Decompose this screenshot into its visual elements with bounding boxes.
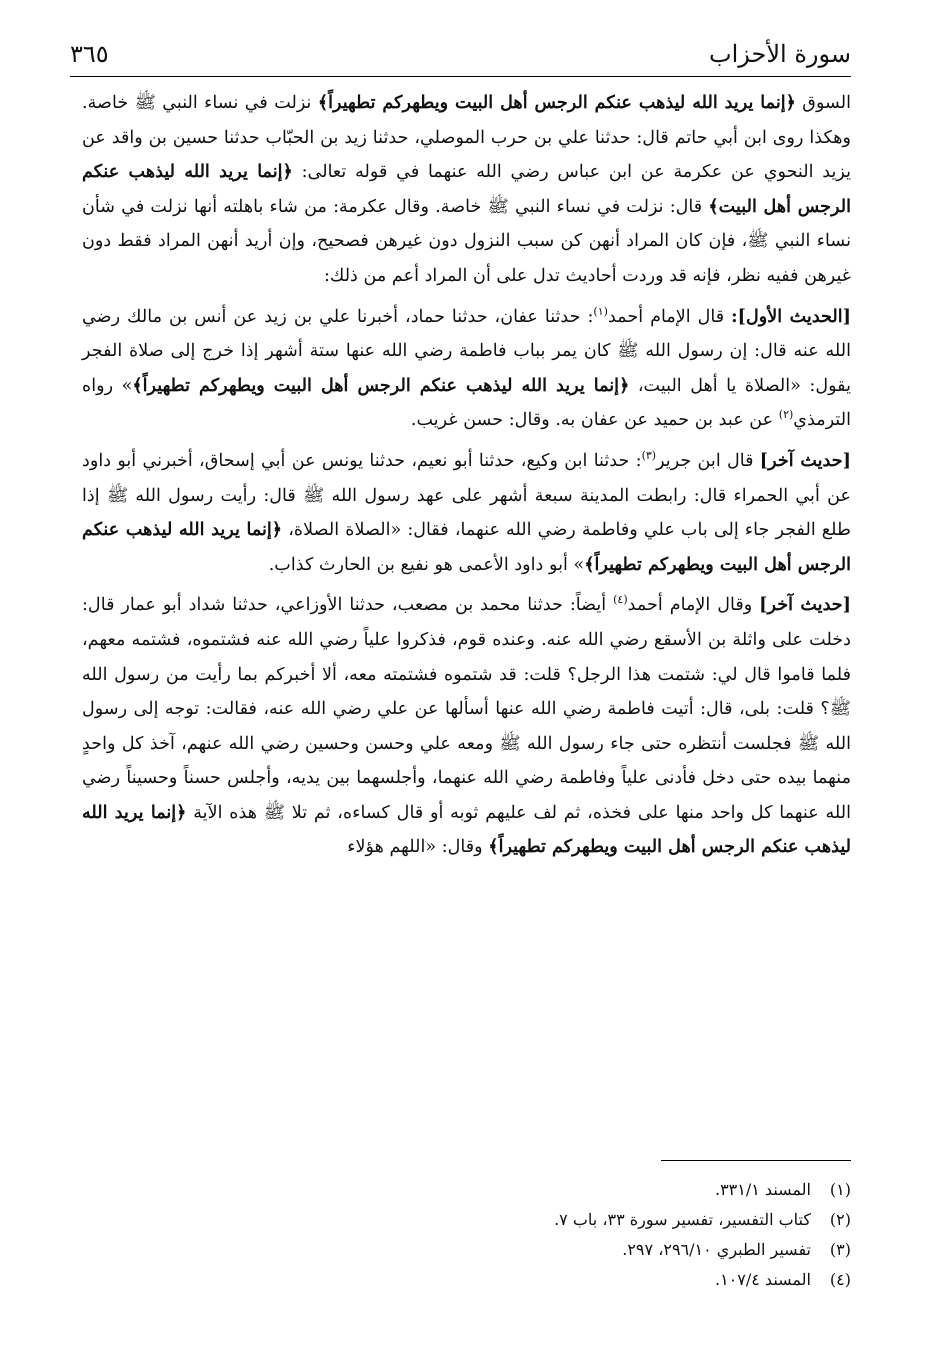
footnote-ref: (١) bbox=[593, 304, 608, 318]
text: السوق bbox=[795, 93, 851, 113]
footnote-text: المسند ٣٣١/١. bbox=[714, 1180, 811, 1199]
footnote-number: (٢) bbox=[829, 1210, 851, 1229]
footnote-number: (٤) bbox=[829, 1270, 851, 1289]
footnote-text: تفسير الطبري ٢٩٦/١٠، ٢٩٧. bbox=[622, 1240, 811, 1259]
footnote-divider bbox=[661, 1160, 851, 1161]
footnote-item bbox=[200, 1265, 851, 1295]
footnote-number: (٣) bbox=[829, 1240, 851, 1259]
paragraph-hadith-3 bbox=[82, 588, 851, 865]
text: عن عبد بن حميد عن عفان به. وقال: حسن غريب. bbox=[410, 410, 779, 431]
text: » رواه الترمذي bbox=[82, 375, 851, 431]
footnote-item bbox=[200, 1235, 851, 1265]
footnote-item bbox=[200, 1205, 851, 1235]
text: : حدثنا ابن وكيع، حدثنا أبو نعيم، حدثنا يونس عن أبي إسحاق، أخبرني أبو داود عن أبي الحمراء قال: رابطت المدينة سبعة أشهر على عهد رسول الله ﷺ قال: رأيت رسول الله ﷺ إذا طلع الفجر جاء إلى باب علي وفاطمة رضي الله عنهما، فقال: «الصلاة الصلاة، bbox=[82, 450, 852, 541]
footnote-ref: (٤) bbox=[613, 593, 628, 607]
quran-verse: ﴿إنما يريد الله ليذهب عنكم الرجس أهل البيت﴾ bbox=[82, 161, 851, 217]
text: قال: نزلت في نساء النبي ﷺ خاصة. وقال عكرمة: من شاء باهلته أنها نزلت في شأن نساء النبي ﷺ، فإن كان المراد أنهن كن سبب النزول دون غيرهن فصحيح، وإن أريد أنهن المراد فقط دون غيرهن ففيه نظر، فإنه قد وردت أحاديث تدل على أن المراد أعم من ذلك: bbox=[82, 196, 851, 286]
footnote-text: كتاب التفسير، تفسير سورة ٣٣، باب ٧. bbox=[554, 1210, 811, 1229]
text: قال ابن جرير bbox=[656, 450, 760, 471]
footnote-text: المسند ١٠٧/٤. bbox=[714, 1270, 811, 1289]
footnote-item bbox=[200, 1175, 851, 1205]
text: وقال: «اللهم هؤلاء bbox=[347, 837, 489, 858]
quran-verse: ﴿إنما يريد الله ليذهب عنكم الرجس أهل البيت ويطهركم تطهيراً﴾ bbox=[317, 92, 796, 113]
paragraph-1 bbox=[82, 86, 851, 294]
footnote-number: (١) bbox=[829, 1180, 851, 1199]
footnote-ref: (٣) bbox=[641, 449, 657, 463]
text: نزلت في نساء النبي ﷺ خاصة. وهكذا روى ابن أبي حاتم قال: حدثنا علي بن حرب الموصلي، حدثنا زيد بن الحبّاب حدثنا حسين بن واقد عن يزيد النحوي عن عكرمة عن ابن عباس رضي الله عنهما في قوله تعالى: bbox=[82, 93, 852, 183]
quran-verse: ﴿إنما يريد الله ليذهب عنكم الرجس أهل البيت ويطهركم تطهيراً﴾ bbox=[132, 374, 630, 396]
quran-verse: ﴿إنما يريد الله ليذهب عنكم الرجس أهل البيت ويطهركم تطهيراً﴾ bbox=[82, 801, 851, 858]
hadith-heading: [حديث آخر] bbox=[759, 594, 852, 616]
text: : حدثنا عفان، حدثنا حماد، أخبرنا علي بن زيد عن أنس بن مالك رضي الله عنه قال: إن رسول الله ﷺ كان يمر بباب فاطمة رضي الله عنها ستة أشهر إذا خرج إلى صلاة الفجر يقول: «الصلاة يا أهل البيت، bbox=[82, 306, 851, 396]
page-header bbox=[70, 40, 851, 77]
paragraph-hadith-2 bbox=[82, 444, 851, 582]
paragraph-hadith-1 bbox=[82, 300, 851, 438]
page-number: ٣٦٥ bbox=[70, 40, 109, 68]
text: وقال الإمام أحمد bbox=[627, 595, 760, 616]
footnotes bbox=[200, 1175, 851, 1295]
quran-verse: ﴿إنما يريد الله ليذهب عنكم الرجس أهل البيت ويطهركم تطهيراً﴾ bbox=[82, 519, 851, 575]
text: أيضاً: حدثنا محمد بن مصعب، حدثنا الأوزاعي، حدثنا شداد أبو عمار قال: دخلت على واثلة بن الأسقع رضي الله عنه. وعنده قوم، فذكروا علياً رضي الله عنه فشتموه، فشتمه معهم، فلما قاموا قال لي: شتمت هذا الرجل؟ قلت: قد شتموه فشتمته معه، ألا أخبركم بما رأيت من رسول الله ﷺ؟ قلت: بلى، قال: أتيت فاطمة رضي الله عنها أسألها عن علي رضي الله عنه، فقالت: توجه إلى رسول الله ﷺ فجلست أنتظره حتى جاء رسول الله ﷺ ومعه علي وحسن وحسين رضي الله عنهم، آخذ كل واحدٍ منهما بيده حتى دخل فأدنى علياً وفاطمة رضي الله عنهما، وأجلسهما بين يديه، وأجلس حسناً وحسيناً رضي الله عنهما كل واحد منها على فخذه، ثم لف عليهم ثوبه أو قال كساءه، ثم تلا ﷺ هذه الآية bbox=[82, 595, 851, 823]
footnote-ref: (٢) bbox=[778, 408, 794, 422]
text: قال الإمام أحمد bbox=[607, 306, 732, 327]
hadith-heading: [الحديث الأول]: bbox=[731, 305, 851, 327]
main-text bbox=[82, 86, 851, 871]
hadith-heading: [حديث آخر] bbox=[759, 449, 851, 471]
text: » أبو داود الأعمى هو نفيع بن الحارث كذاب. bbox=[268, 554, 585, 575]
surah-title: سورة الأحزاب bbox=[709, 40, 851, 68]
